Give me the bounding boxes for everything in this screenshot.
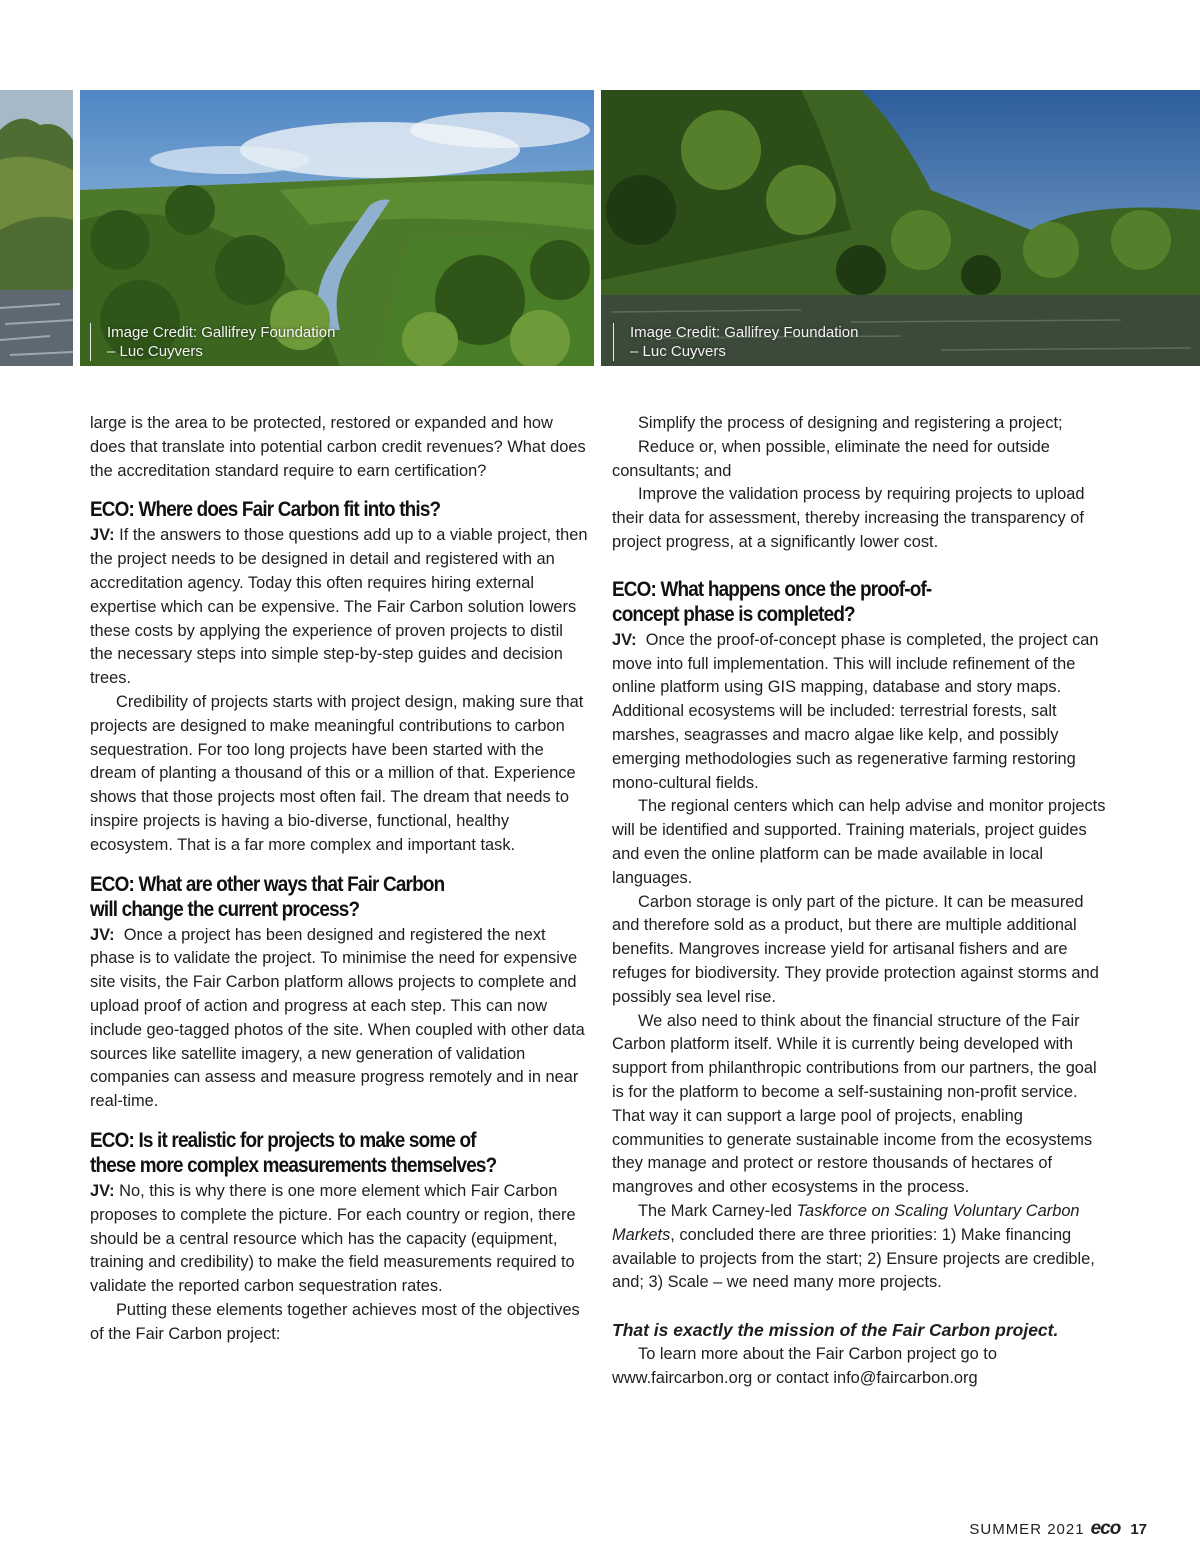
mangrove-water-photo <box>601 90 1200 366</box>
paragraph: Credibility of projects starts with project design, making sure that projects are designed to make meaningful contributions to carbon sequestration. For too long projects have been started with the dream of planting a thousand of this or a million of that. Experience shows that those projects most often fail. The dream that needs to inspire projects is having a bio-diverse, functional, healthy ecosystem. That is a far more complex and important task. <box>90 692 584 854</box>
paragraph: large is the area to be protected, restored or expanded and how does that translate into potential carbon credit revenues? What does the accreditation standard require to earn certification? <box>90 414 586 480</box>
credit-line-1: Image Credit: Gallifrey Foundation <box>630 324 859 341</box>
answer-paragraph <box>612 629 1112 796</box>
list-item: Simplify the process of designing and registering a project; <box>638 414 1063 432</box>
paragraph: We also need to think about the financial structure of the Fair Carbon platform itself. While it is currently being developed with support from philanthropic contributions from our partners, the goal is for the platform to become a self-sustaining non-profit service. That way it can support a large pool of projects, enabling communities to generate sustainable income from the ecosystems they manage and protect or restore thousands of hectares of mangroves and other ecosystems in the process. <box>612 1011 1097 1197</box>
answer-text: No, this is why there is one more element which Fair Carbon proposes to complete the picture. For each country or region, there should be a central resource which has the capacity (equipment, training and credibility) to make the field measurements required to validate the reported carbon sequestration rates. <box>90 1181 576 1296</box>
text-run: , concluded there are three priorities: 1) Make financing available to projects from the start; 2) Ensure projects are credible, and; 3) Scale – we need many more projects. <box>612 1225 1095 1292</box>
answer-paragraph <box>90 524 590 691</box>
paragraph: Putting these elements together achieves most of the objectives of the Fair Carbon project: <box>90 1300 580 1343</box>
heading-line: ECO: What happens once the proof-of- <box>612 577 932 601</box>
text-run: The Mark Carney-led <box>638 1201 797 1220</box>
question-heading <box>90 872 540 922</box>
question-heading <box>612 577 1062 627</box>
report-title: Taskforce on Scaling Voluntary Carbon Markets <box>612 1201 1080 1244</box>
jv-label: JV: <box>90 1181 115 1200</box>
heading-line: these more complex measurements themselves? <box>90 1153 497 1177</box>
list-item: Improve the validation process by requiring projects to upload their data for assessment, thereby increasing the transparency of project progress, at a significantly lower cost. <box>612 485 1085 551</box>
heading-line: concept phase is completed? <box>612 602 855 626</box>
jv-label: JV: <box>612 630 637 649</box>
credit-line-2: – Luc Cuyvers <box>630 343 726 360</box>
eco-logo: eco <box>1090 1518 1121 1539</box>
right-column <box>612 412 1112 1390</box>
issue-label: SUMMER 2021 <box>969 1521 1085 1538</box>
paragraph: The regional centers which can help advise and monitor projects will be identified and supported. Training materials, project guides and even the online platform can be made available in local languages. <box>612 797 1106 887</box>
answer-paragraph <box>90 1180 590 1299</box>
paragraph: Carbon storage is only part of the picture. It can be measured and therefore sold as a product, but there are multiple additional benefits. Mangroves increase yield for artisanal fishers and are refuges for biodiversity. They provide protection against storms and possibly sea level rise. <box>612 892 1099 1006</box>
left-column <box>90 412 590 1347</box>
jv-label: JV: <box>90 526 115 545</box>
credit-line-1: Image Credit: Gallifrey Foundation <box>107 324 336 341</box>
heading-line: ECO: Is it realistic for projects to make some of <box>90 1128 476 1152</box>
question-heading <box>90 1128 540 1178</box>
photo-credit <box>613 323 858 361</box>
heading-line: ECO: What are other ways that Fair Carbon <box>90 872 445 896</box>
river-forest-photo <box>80 90 594 366</box>
photo-credit <box>90 323 335 361</box>
credit-line-2: – Luc Cuyvers <box>107 343 203 360</box>
heading-line: will change the current process? <box>90 897 360 921</box>
page-footer <box>969 1518 1147 1540</box>
list-item: Reduce or, when possible, eliminate the need for outside consultants; and <box>612 437 1050 480</box>
answer-text: Once the proof-of-concept phase is completed, the project can move into full implementation. This will include refinement of the online platform using GIS mapping, database and story maps. Additional ecosystems will be included: terrestrial forests, salt marshes, seagrasses and macro algae like kelp, and possibly emerging methodologies such as regenerative farming restoring mono-cultural fields. <box>612 630 1099 792</box>
answer-text: Once a project has been designed and registered the next phase is to validate the project. To minimise the need for expensive site visits, the Fair Carbon platform allows projects to complete and upload proof of action and progress at each step. This can now include geo-tagged photos of the site. When coupled with other data sources like satellite imagery, a new generation of validation companies can assess and measure progress remotely and in near real-time. <box>90 925 585 1111</box>
heading-line: ECO: Where does Fair Carbon fit into this? <box>90 498 441 522</box>
closing-statement: That is exactly the mission of the Fair Carbon project. <box>612 1320 1059 1341</box>
paragraph <box>612 1200 1112 1295</box>
mangrove-photo-left <box>0 90 73 366</box>
answer-paragraph <box>90 924 590 1114</box>
answer-text: If the answers to those questions add up to a viable project, then the project needs to be designed in detail and registered with an accreditation agency. Today this often requires hiring external expertise which can be expensive. The Fair Carbon solution lowers these costs by applying the experience of proven projects to distil the necessary steps into simple step-by-step guides and decision trees. <box>90 526 588 688</box>
question-heading <box>90 497 540 522</box>
contact-paragraph: To learn more about the Fair Carbon project go to www.faircarbon.org or contact info@faircarbon.org <box>612 1344 997 1387</box>
jv-label: JV: <box>90 925 115 944</box>
page-number: 17 <box>1130 1521 1147 1538</box>
